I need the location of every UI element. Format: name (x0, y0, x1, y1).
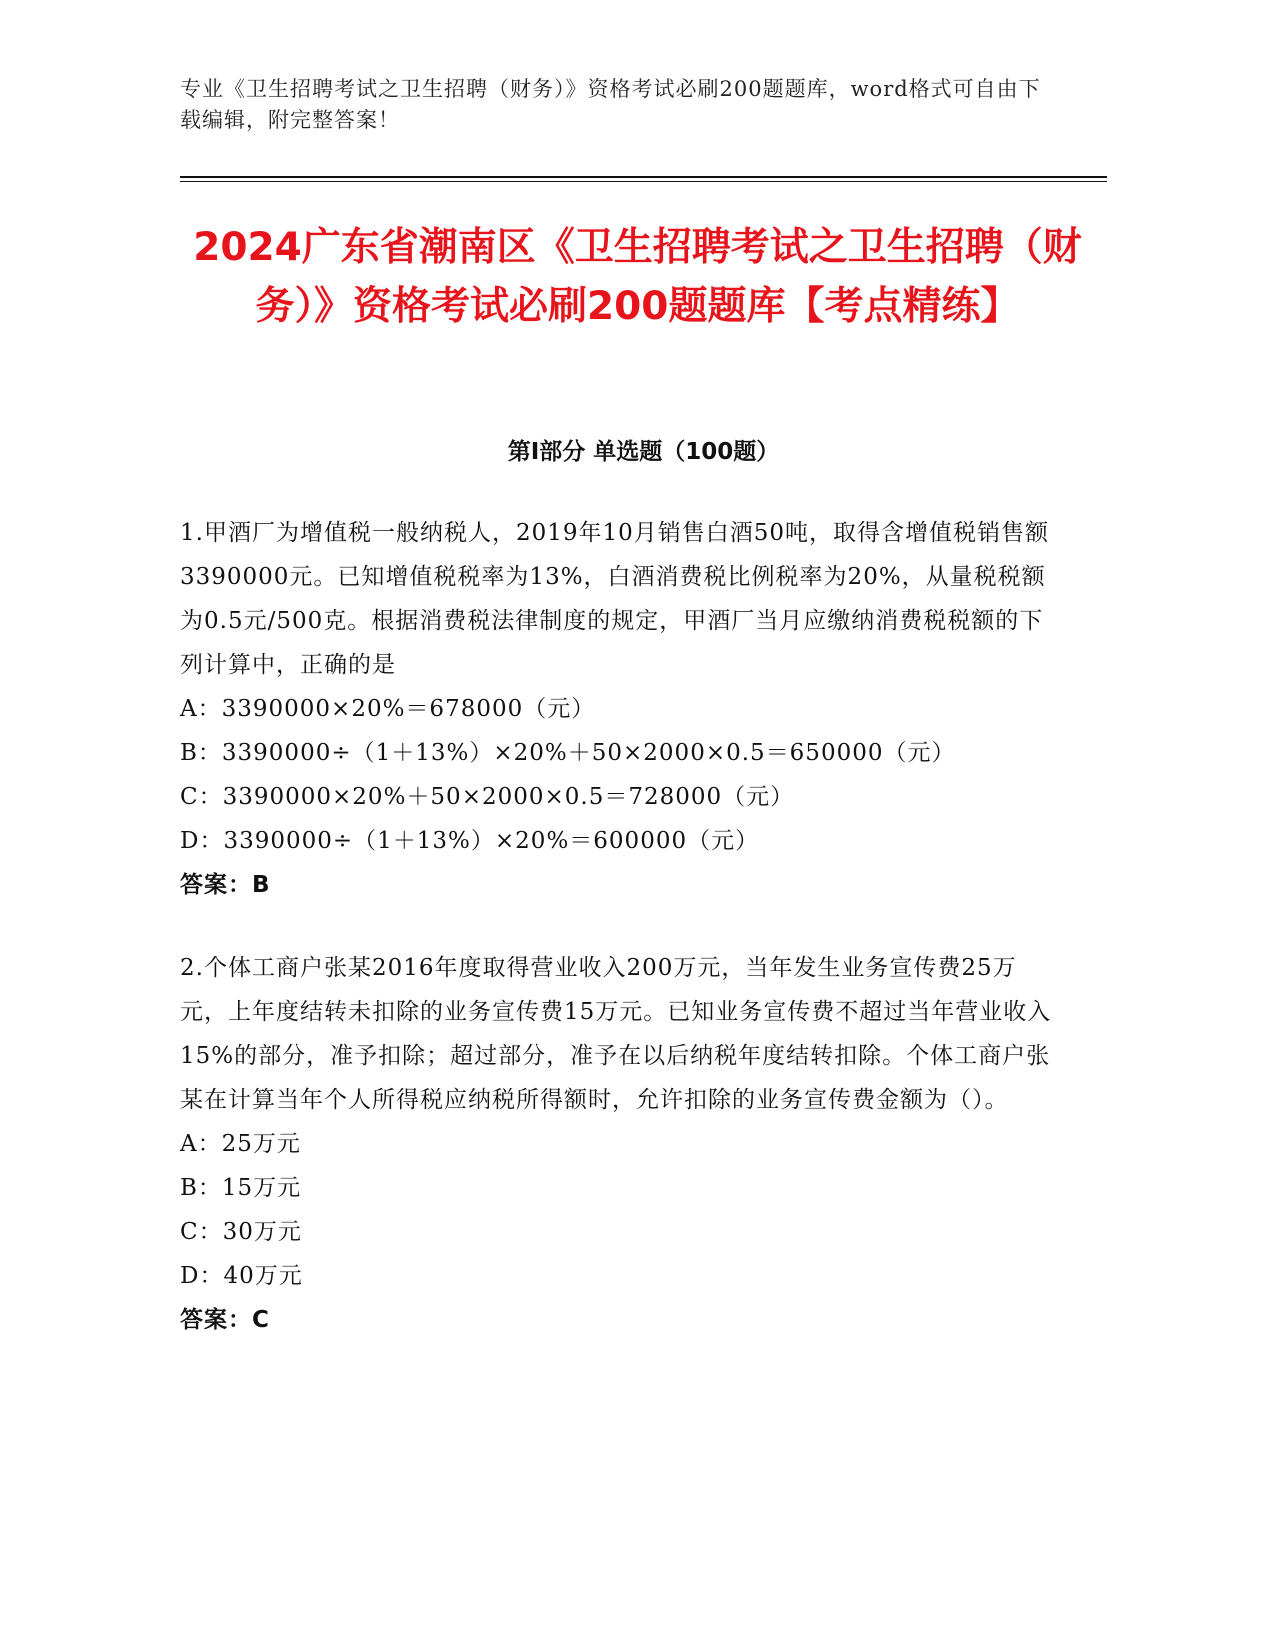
question-stem: 2.个体工商户张某2016年度取得营业收入200万元，当年发生业务宣传费25万元，上年度结转未扣除的业务宣传费15万元。已知业务宣传费不超过当年营业收入15%的部分，准予扣除；超过部分，准予在以后纳税年度结转扣除。个体工商户张某在计算当年个人所得税应纳税所得额时，允许扣除的业务宣传费金额为（）。 (180, 955, 1052, 1113)
option-c: C：30万元 (180, 1219, 302, 1245)
header-divider-thin (180, 181, 1107, 182)
question-stem: 1.甲酒厂为增值税一般纳税人，2019年10月销售白酒50吨，取得含增值税销售额3390000元。已知增值税税率为13%，白酒消费税比例税率为20%，从量税税额为0.5元/500克。根据消费税法律制度的规定，甲酒厂当月应缴纳消费税税额的下列计算中，正确的是 (180, 520, 1050, 678)
option-b: B：3390000÷（1＋13%）×20%＋50×2000×0.5＝650000（元） (180, 740, 956, 766)
option-c: C：3390000×20%＋50×2000×0.5＝728000（元） (180, 784, 795, 810)
section-heading: 第I部分 单选题（100题） (507, 439, 780, 465)
option-a: A：25万元 (180, 1131, 301, 1157)
option-d: D：3390000÷（1＋13%）×20%＝600000（元） (180, 828, 760, 854)
header-divider (180, 176, 1107, 178)
document-title: 2024广东省潮南区《卫生招聘考试之卫生招聘（财务）》资格考试必刷200题题库【考点精练】 (193, 225, 1082, 329)
question-block (180, 946, 1060, 1342)
answer-label: 答案：C (180, 1307, 270, 1333)
header-note: 专业《卫生招聘考试之卫生招聘（财务）》资格考试必刷200题题库，word格式可自由下载编辑，附完整答案！ (180, 77, 1041, 132)
question-block (180, 511, 1060, 907)
option-a: A：3390000×20%＝678000（元） (180, 696, 596, 722)
option-d: D：40万元 (180, 1263, 303, 1289)
option-b: B：15万元 (180, 1175, 302, 1201)
answer-label: 答案：B (180, 872, 271, 898)
